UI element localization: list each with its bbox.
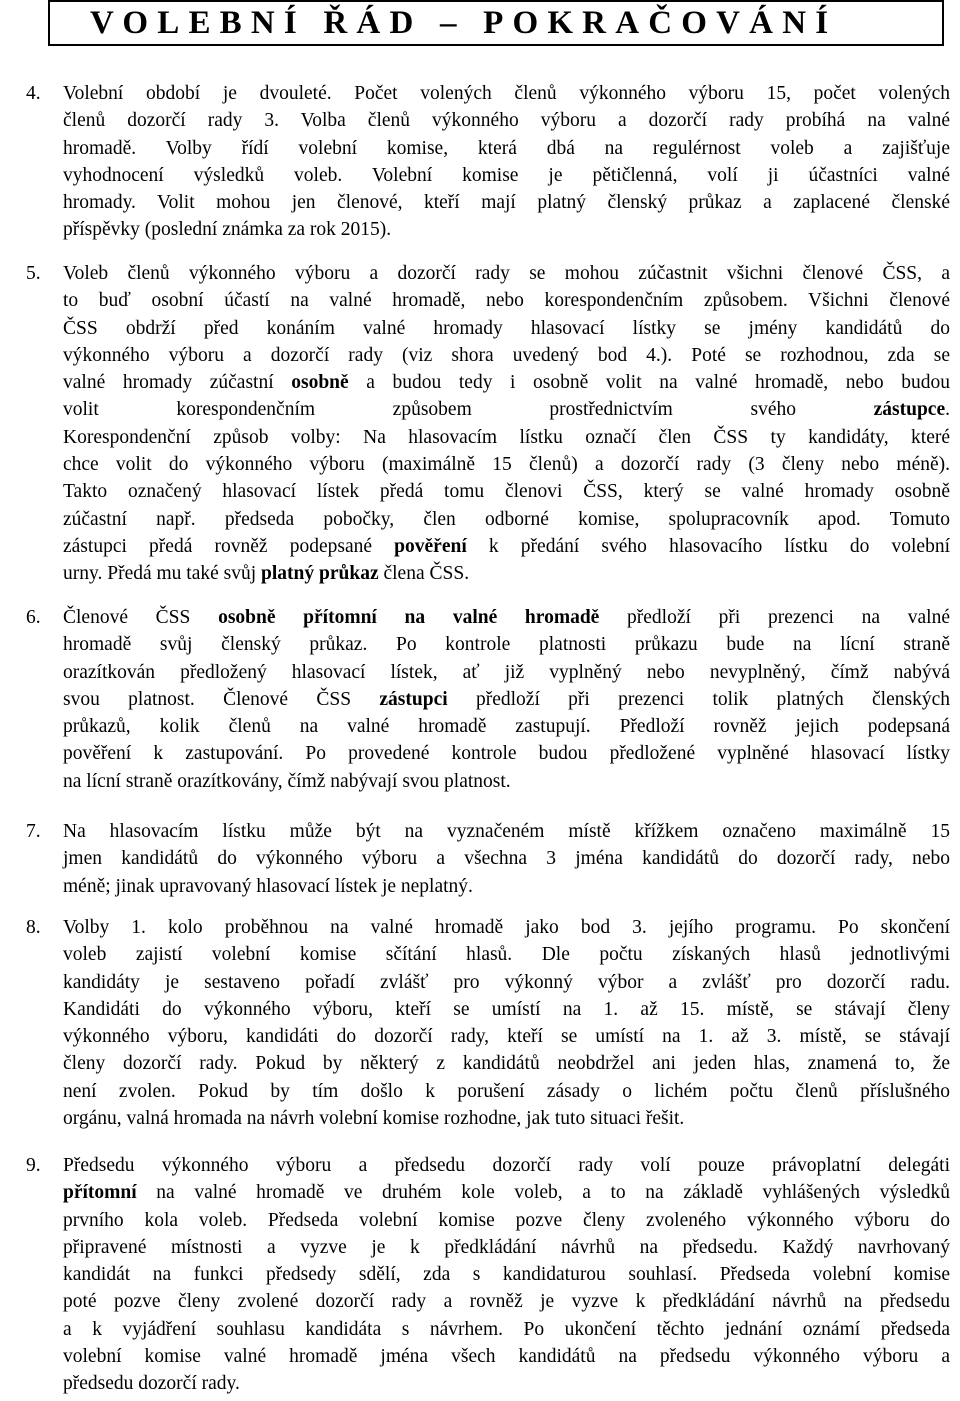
text-line: prvního kola voleb. Předseda volební komise pozve členy zvoleného výkonného výboru do	[63, 1209, 950, 1231]
text-line: to buď osobní účastí na valné hromadě, nebo korespondenčním způsobem. Všichni členové	[63, 290, 950, 312]
text-line: kandidát na funkci předsedy sdělí, zda s kandidaturou souhlasí. Předseda volební komise	[63, 1264, 950, 1286]
bold-text: platný průkaz	[261, 563, 379, 585]
text-line: na lícní straně orazítkovány, čímž nabývají svou platnost.	[63, 770, 511, 792]
item-number: 7.	[26, 821, 41, 842]
text-line: Voleb členů výkonného výboru a dozorčí rady se mohou zúčastnit všichni členové ČSS, a	[63, 263, 950, 284]
text-line: hromadě. Volby řídí volební komise, která dbá na regulérnost voleb a zajišťuje	[63, 137, 950, 159]
item-number: 9.	[26, 1155, 41, 1176]
bold-text: pověření	[394, 535, 467, 557]
text-line: jmen kandidátů do výkonného výboru a všechna 3 jména kandidátů do dozorčí rady, nebo	[63, 848, 950, 870]
item-number: 5.	[26, 263, 41, 284]
bold-text: zástupci	[379, 688, 448, 710]
text-line: Volební období je dvouleté. Počet volených členů výkonného výboru 15, počet volených	[63, 83, 950, 104]
text-line: předsedu dozorčí rady.	[63, 1373, 240, 1395]
text-line: svou platnost. Členové ČSS zástupci předloží při prezenci tolik platných členských	[63, 688, 950, 710]
text-line: méně; jinak upravovaný hlasovací lístek je neplatný.	[63, 875, 473, 897]
page-title: VOLEBNÍ ŘÁD – POKRAČOVÁNÍ	[48, 0, 944, 46]
text-line: volit korespondenčním způsobem prostřednictvím svého zástupce.	[63, 399, 950, 421]
text-line: hromadě svůj členský průkaz. Po kontrole platnosti průkazu bude na lícní straně	[63, 634, 950, 656]
text-line: urny. Předá mu také svůj platný průkaz člena ČSS.	[63, 563, 470, 585]
text-line: zúčastní např. předseda pobočky, člen odborné komise, spolupracovník apod. Tomuto	[63, 508, 950, 530]
text-line: členů dozorčí rady 3. Volba členů výkonného výboru a dozorčí rady probíhá na valné	[63, 110, 950, 132]
text-line: hromady. Volit mohou jen členové, kteří mají platný členský průkaz a zaplacené členské	[63, 192, 950, 214]
text-line: Kandidáti do výkonného výboru, kteří se umístí na 1. až 15. místě, se stávají členy	[63, 998, 950, 1020]
text-line: chce volit do výkonného výboru (maximálně 15 členů) a dozorčí rady (3 členy nebo méně).	[63, 454, 950, 476]
bold-text: osobně	[291, 372, 349, 394]
item-number: 6.	[26, 607, 41, 628]
item-text	[63, 914, 950, 1132]
text-line: Volby 1. kolo proběhnou na valné hromadě jako bod 3. jejího programu. Po skončení	[63, 917, 950, 938]
text-line: přítomní na valné hromadě ve druhém kole voleb, a to na základě vyhlášených výsledků	[63, 1182, 950, 1204]
text-line: Členové ČSS osobně přítomní na valné hromadě předloží při prezenci na valné	[63, 607, 950, 628]
text-line: ČSS obdrží před konáním valné hromady hlasovací lístky se jmény kandidátů do	[63, 317, 950, 339]
text-line: orazítkován předložený hlasovací lístek, ať již vyplněný nebo nevyplněný, čímž nabývá	[63, 661, 950, 683]
text-line: poté pozve členy zvolené dozorčí rady a rovněž je vyzve k předkládání návrhů na předsedu	[63, 1291, 950, 1313]
text-line: voleb zajistí volební komise sčítání hlasů. Dle počtu získaných hlasů jednotlivými	[63, 944, 950, 966]
item-text	[63, 818, 950, 900]
bold-text: přítomní	[63, 1182, 137, 1204]
text-line: pověření k zastupování. Po provedené kontrole budou předložené vyplněné hlasovací lístky	[63, 743, 950, 765]
text-line: volební komise valné hromadě jména všech kandidátů na předsedu výkonného výboru a	[63, 1346, 950, 1368]
text-line: průkazů, kolik členů na valné hromadě zastupují. Předloží rovněž jejich podepsaná	[63, 716, 950, 738]
text-line: příspěvky (poslední známka za rok 2015).	[63, 219, 392, 241]
text-line: a k vyjádření souhlasu kandidáta s návrhem. Po ukončení těchto jednání oznámí předseda	[63, 1318, 950, 1340]
bold-text: osobně přítomní na valné hromadě	[218, 607, 600, 628]
text-line: výkonného výboru, kandidáti do dozorčí rady, kteří se umístí na 1. až 3. místě, se stávají	[63, 1026, 950, 1048]
text-line: připravené místnosti a vyzve je k předkládání návrhů na předsedu. Každý navrhovaný	[63, 1236, 950, 1258]
text-line: není zvolen. Pokud by tím došlo k porušení zásady o lichém počtu členů příslušného	[63, 1080, 950, 1102]
text-line: členy dozorčí rady. Pokud by některý z kandidátů neobdržel ani jeden hlas, znamená to, že	[63, 1053, 950, 1075]
text-line: kandidáty je sestaveno pořadí zvlášť pro výkonný výbor a zvlášť pro dozorčí radu.	[63, 971, 950, 993]
text-line: vyhodnocení výsledků voleb. Volební komise je pětičlenná, volí ji účastníci valné	[63, 164, 950, 186]
text-line: Korespondenční způsob volby: Na hlasovacím lístku označí člen ČSS ty kandidáty, které	[63, 426, 950, 448]
text-line: orgánu, valná hromada na návrh volební komise rozhodne, jak tuto situaci řešit.	[63, 1108, 685, 1130]
text-line: Předsedu výkonného výboru a předsedu dozorčí rady volí pouze právoplatní delegáti	[63, 1155, 950, 1176]
item-text	[63, 604, 950, 795]
item-number: 4.	[26, 83, 41, 104]
text-line: valné hromady zúčastní osobně a budou tedy i osobně volit na valné hromadě, nebo budou	[63, 372, 951, 394]
item-number: 8.	[26, 917, 41, 938]
item-text	[63, 260, 950, 588]
item-text	[63, 1152, 950, 1398]
item-text	[63, 80, 950, 244]
bold-text: zástupce	[873, 399, 946, 421]
text-line: výkonného výboru a dozorčí rady (viz shora uvedený bod 4.). Poté se rozhodnou, zda se	[63, 344, 950, 366]
text-line: Na hlasovacím lístku může být na vyznačeném místě křížkem označeno maximálně 15	[63, 821, 950, 842]
text-line: Takto označený hlasovací lístek předá tomu členovi ČSS, který se valné hromady osobně	[63, 481, 950, 503]
text-line: zástupci předá rovněž podepsané pověření k předání svého hlasovacího lístku do volební	[63, 535, 951, 557]
